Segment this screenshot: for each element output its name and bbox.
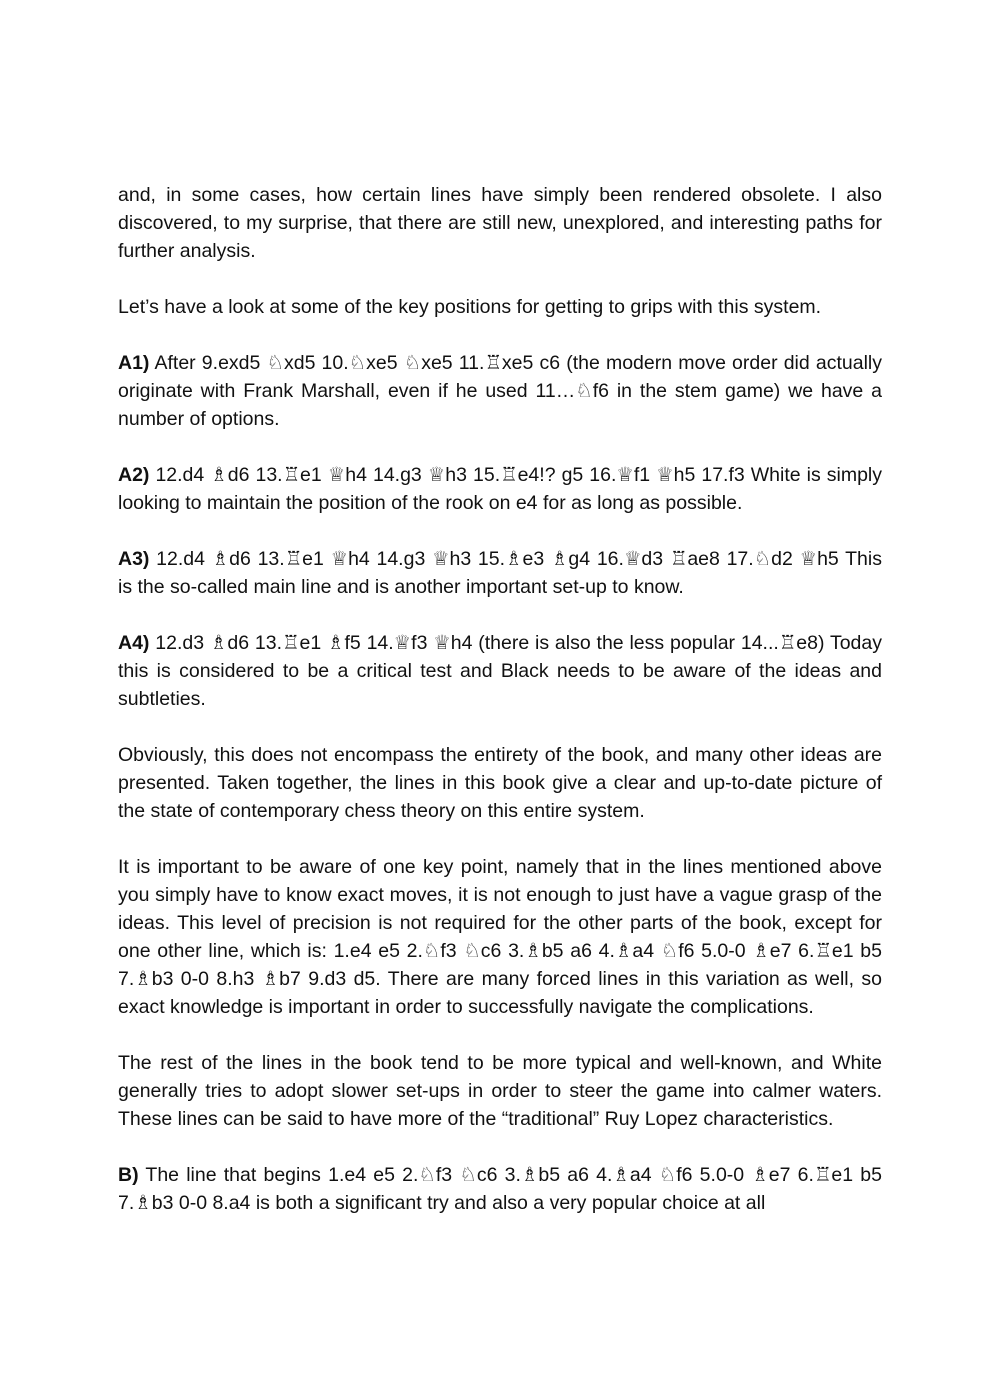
paragraph-key-positions [118,293,882,321]
paragraph-traditional-lines [118,1049,882,1133]
section-label: A2) [118,464,150,486]
paragraph-text: and, in some cases, how certain lines have simply been rendered obsolete. I also discovered, to my surprise, that there are still new, unexplored, and interesting paths for further analysis. [118,184,882,262]
paragraph-b [118,1161,882,1217]
paragraph-text: 12.d4 ♗d6 13.♖e1 ♕h4 14.g3 ♕h3 15.♖e4!? g5 16.♕f1 ♕h5 17.f3 White is simply looking to maintain the position of the rook on e4 for as long as possible. [118,464,882,514]
paragraph-text: The rest of the lines in the book tend to be more typical and well-known, and White generally tries to adopt slower set-ups in order to steer the game into calmer waters. These lines can be said to have more of the “traditional” Ruy Lopez characteristics. [118,1052,882,1130]
section-label: A4) [118,632,150,654]
paragraph-book-scope [118,741,882,825]
paragraph-text: The line that begins 1.e4 e5 2.♘f3 ♘c6 3.♗b5 a6 4.♗a4 ♘f6 5.0-0 ♗e7 6.♖e1 b5 7.♗b3 0-0 8.a4 is both a significant try and also a very popular choice at all [118,1164,882,1214]
paragraph-a4 [118,629,882,713]
book-page [118,181,882,1217]
paragraph-text: 12.d4 ♗d6 13.♖e1 ♕h4 14.g3 ♕h3 15.♗e3 ♗g4 16.♕d3 ♖ae8 17.♘d2 ♕h5 This is the so-called main line and is another important set-up to know. [118,548,882,598]
paragraph-text: 12.d3 ♗d6 13.♖e1 ♗f5 14.♕f3 ♕h4 (there is also the less popular 14...♖e8) Today this is considered to be a critical test and Black needs to be aware of the ideas and subtleties. [118,632,882,710]
paragraph-exact-moves [118,853,882,1021]
section-label: A1) [118,352,150,374]
paragraph-text: Let’s have a look at some of the key positions for getting to grips with this system. [118,296,822,318]
paragraph-a3 [118,545,882,601]
section-label: B) [118,1164,139,1186]
paragraph-intro-continuation [118,181,882,265]
paragraph-text: Obviously, this does not encompass the entirety of the book, and many other ideas are presented. Taken together, the lines in this book give a clear and up-to-date picture of the state of contemporary chess theory on this entire system. [118,744,882,822]
section-label: A3) [118,548,150,570]
paragraph-text: After 9.exd5 ♘xd5 10.♘xe5 ♘xe5 11.♖xe5 c6 (the modern move order did actually originate with Frank Marshall, even if he used 11…♘f6 in the stem game) we have a number of options. [118,352,882,430]
paragraph-text: It is important to be aware of one key point, namely that in the lines mentioned above you simply have to know exact moves, it is not enough to just have a vague grasp of the ideas. This level of precision is not required for the other parts of the book, except for one other line, which is: 1.e4 e5 2.♘f3 ♘c6 3.♗b5 a6 4.♗a4 ♘f6 5.0-0 ♗e7 6.♖e1 b5 7.♗b3 0-0 8.h3 ♗b7 9.d3 d5. There are many forced lines in this variation as well, so exact knowledge is important in order to successfully navigate the complications. [118,856,882,1018]
paragraph-a2 [118,461,882,517]
paragraph-a1 [118,349,882,433]
